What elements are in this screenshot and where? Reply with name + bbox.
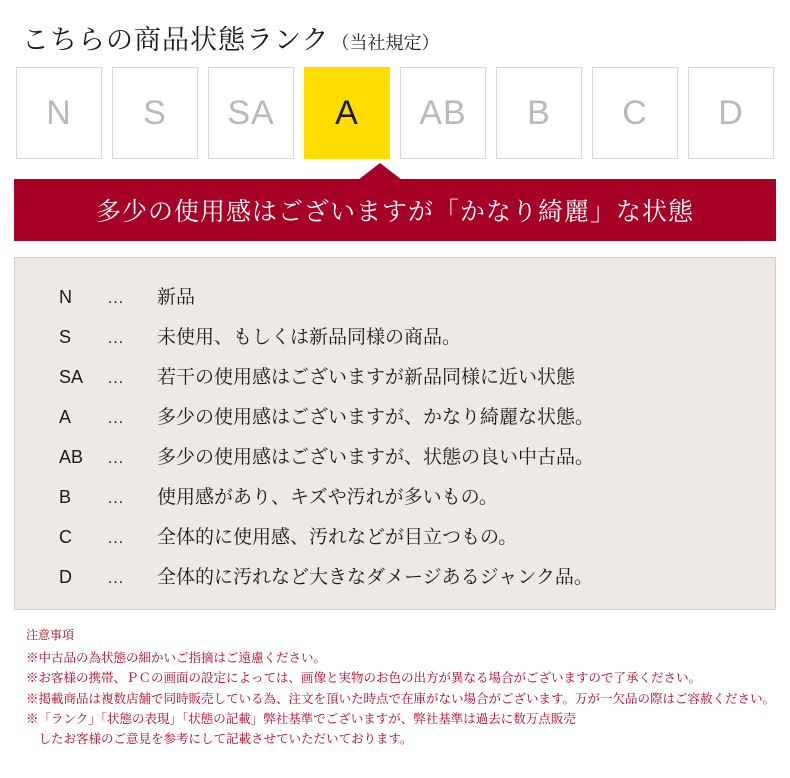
note-line: ※「ランク」「状態の表現」「状態の記載」弊社基準でございますが、弊社基準は過去に数万点販売	[26, 711, 576, 726]
notes-section	[14, 626, 776, 749]
legend-row	[59, 402, 775, 429]
legend-row	[59, 362, 775, 389]
legend-row	[59, 322, 775, 349]
rank-box-sa[interactable]: SA	[208, 67, 294, 159]
legend-description: 使用感があり、キズや汚れが多いもの。	[157, 487, 498, 508]
legend-dots: …	[107, 288, 124, 307]
note-line: ※お客様の携帯、ＰＣの画面の設定によっては、画像と実物のお色の出方が異なる場合がございますので了承ください。	[26, 671, 702, 686]
legend-description: 多少の使用感はございますが、状態の良い中古品。	[157, 447, 595, 468]
rank-box-ab[interactable]: AB	[400, 67, 486, 159]
legend-row	[59, 482, 775, 509]
legend-rank-label: S	[59, 327, 72, 347]
legend-dots: …	[107, 328, 124, 347]
legend-description: 未使用、もしくは新品同様の商品。	[157, 327, 462, 348]
selected-rank-banner	[14, 179, 776, 241]
legend-description: 新品	[157, 287, 196, 308]
rank-box-b[interactable]: B	[496, 67, 582, 159]
note-line: ※中古品の為状態の細かいご指摘はご遠慮ください。	[26, 651, 327, 665]
legend-row	[59, 562, 775, 589]
legend-row	[59, 522, 775, 549]
rank-scale	[14, 67, 776, 159]
legend-dots: …	[107, 488, 124, 507]
rank-legend-panel	[14, 257, 776, 610]
banner-text: 多少の使用感はございますが「かなり綺麗」な状態	[14, 179, 776, 241]
legend-row	[59, 442, 775, 469]
legend-description: 多少の使用感はございますが、かなり綺麗な状態。	[157, 407, 595, 428]
legend-rank-label: A	[59, 407, 72, 427]
note-line: したお客様のご意見を参考にして記載させていただいております。	[26, 732, 413, 746]
legend-description: 全体的に汚れなど大きなダメージあるジャンク品。	[157, 567, 593, 588]
legend-dots: …	[107, 528, 124, 547]
legend-rank-label: C	[59, 527, 72, 547]
page-title	[14, 0, 776, 67]
page-title-main: こちらの商品状態ランク	[22, 25, 330, 55]
legend-row	[59, 282, 775, 309]
legend-dots: …	[107, 568, 124, 587]
legend-rank-label: D	[59, 567, 72, 587]
legend-dots: …	[107, 448, 124, 467]
legend-description: 若干の使用感はございますが新品同様に近い状態	[157, 367, 576, 388]
notes-title: 注意事項	[26, 628, 75, 642]
legend-rank-label: SA	[59, 367, 84, 387]
rank-box-a-selected[interactable]: A	[304, 67, 390, 159]
note-line: ※掲載商品は複数店舗で同時販売している為、注文を頂いた時点で在庫がない場合がございます。万が一欠品の際はご容赦ください。	[26, 691, 776, 706]
legend-rank-label: N	[59, 287, 72, 307]
page-title-sub: （当社規定）	[331, 33, 440, 53]
rank-box-d[interactable]: D	[688, 67, 774, 159]
legend-rank-label: AB	[59, 447, 84, 467]
banner-pointer-arrow-icon	[358, 163, 402, 180]
rank-box-n[interactable]: N	[16, 67, 102, 159]
legend-rank-label: B	[59, 487, 72, 507]
legend-description: 全体的に使用感、汚れなどが目立つもの。	[157, 527, 518, 548]
rank-box-s[interactable]: S	[112, 67, 198, 159]
legend-dots: …	[107, 408, 124, 427]
legend-dots: …	[107, 368, 124, 387]
rank-box-c[interactable]: C	[592, 67, 678, 159]
